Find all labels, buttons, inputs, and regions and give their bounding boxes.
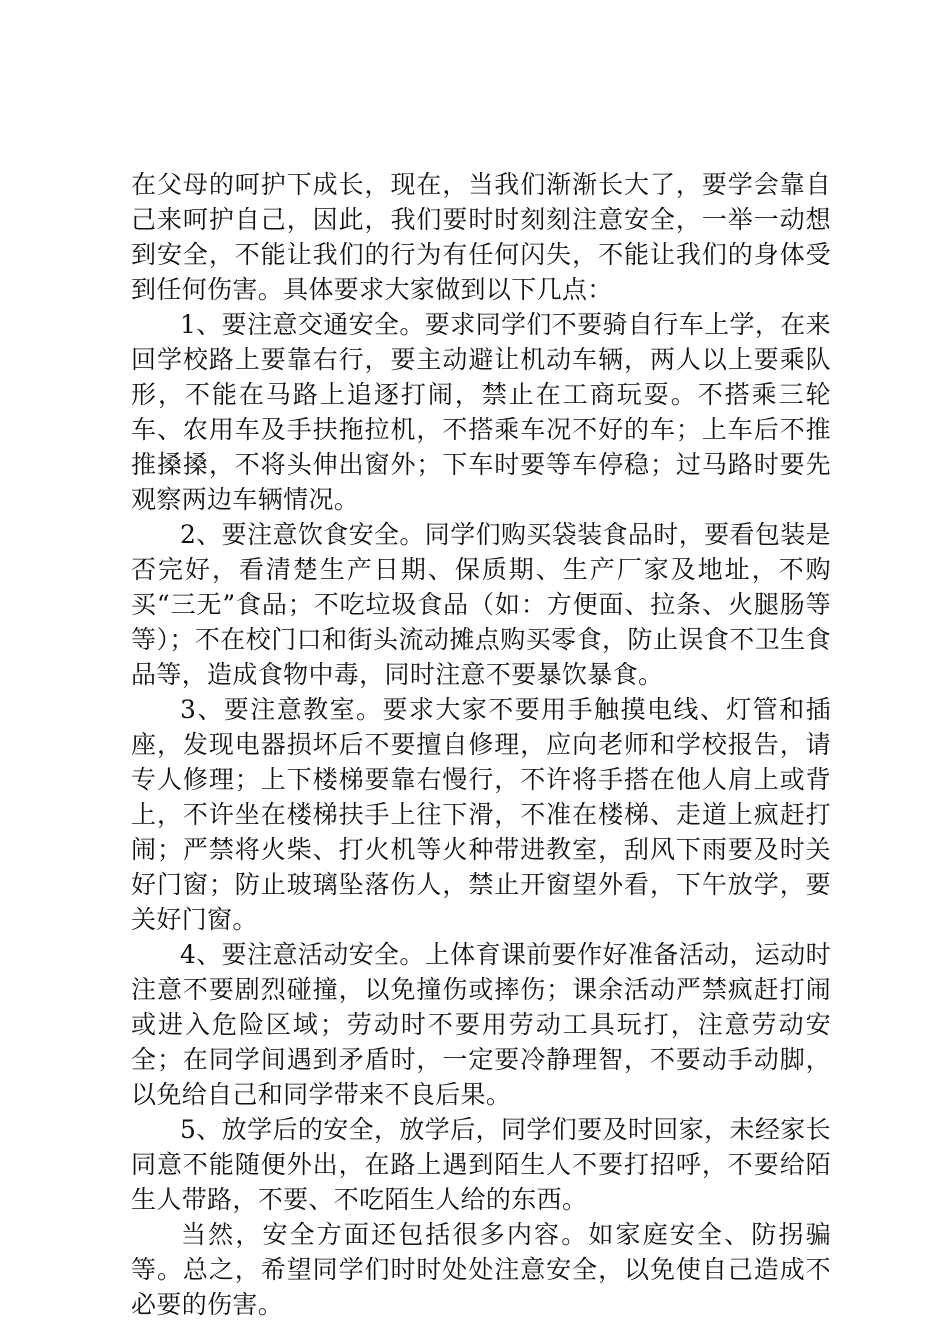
paragraph-food-safety: 2、要注意饮食安全。同学们购买袋装食品时，要看包装是否完好，看清楚生产日期、保质期、生产厂家及地址，不购买“三无”食品；不吃垃圾食品（如：方便面、拉条、火腿肠等等）；不在校门口和街头流动摊点购买零食，防止误食不卫生食品等，造成食物中毒，同时注意不要暴饮暴食。 bbox=[131, 520, 831, 689]
paragraph-activity-safety: 4、要注意活动安全。上体育课前要作好准备活动，运动时注意不要剧烈碰撞，以免撞伤或摔伤；课余活动严禁疯赶打闹或进入危险区域；劳动时不要用劳动工具玩打，注意劳动安全；在同学间遇到矛盾时，一定要冷静理智，不要动手动脚，以免给自己和同学带来不良后果。 bbox=[131, 940, 831, 1109]
paragraph-conclusion: 当然，安全方面还包括很多内容。如家庭安全、防拐骗等。总之，希望同学们时时处处注意安全，以免使自己造成不必要的伤害。 bbox=[131, 1220, 831, 1319]
paragraph-intro: 在父母的呵护下成长，现在，当我们渐渐长大了，要学会靠自己来呵护自己，因此，我们要时时刻刻注意安全，一举一动想到安全，不能让我们的行为有任何闪失，不能让我们的身体受到任何伤害。具体要求大家做到以下几点： bbox=[131, 170, 831, 304]
paragraph-classroom-safety: 3、要注意教室。要求大家不要用手触摸电线、灯管和插座，发现电器损坏后不要擅自修理，应向老师和学校报告，请专人修理；上下楼梯要靠右慢行，不许将手搭在他人肩上或背上，不许坐在楼梯扶手上往下滑，不准在楼梯、走道上疯赶打闹；严禁将火柴、打火机等火种带进教室，刮风下雨要及时关好门窗；防止玻璃坠落伤人，禁止开窗望外看，下午放学，要关好门窗。 bbox=[131, 695, 831, 934]
paragraph-after-school-safety: 5、放学后的安全，放学后，同学们要及时回家，未经家长同意不能随便外出，在路上遇到陌生人不要打招呼，不要给陌生人带路，不要、不吃陌生人给的东西。 bbox=[131, 1115, 831, 1214]
document-body bbox=[131, 167, 831, 1322]
paragraph-traffic-safety: 1、要注意交通安全。要求同学们不要骑自行车上学，在来回学校路上要靠右行，要主动避让机动车辆，两人以上要乘队形，不能在马路上追逐打闹，禁止在工商玩耍。不搭乘三轮车、农用车及手扶拖拉机，不搭乘车况不好的车；上车后不推推搡搡，不将头伸出窗外；下车时要等车停稳；过马路时要先观察两边车辆情况。 bbox=[131, 310, 831, 514]
